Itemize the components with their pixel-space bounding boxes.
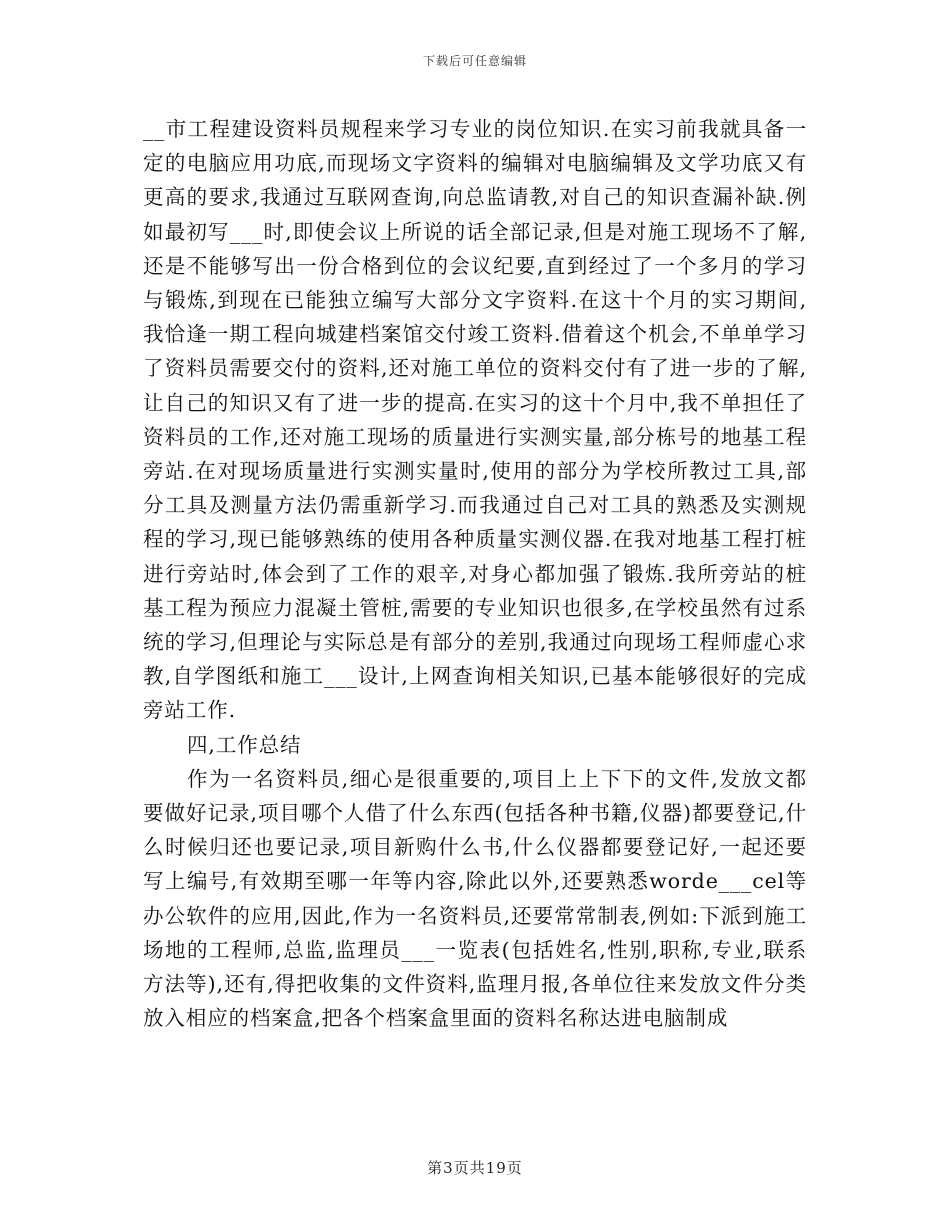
page-header: 下载后可任意编辑 — [422, 54, 527, 68]
section-heading: 四,工作总结 — [187, 732, 302, 757]
paragraph-work-summary: 作为一名资料员,细心是很重要的,项目上上下下的文件,发放文都要做好记录,项目哪个人借了什么东西(包括各种书籍,仪器)都要登记,什么时候归还也要记录,项目新购什么书,什么仪器都要登记好,一起还要写上编号,有效期至哪一年等内容,除此以外,还要熟悉worde___cel等办公软件的应用,因此,作为一名资料员,还要常常制表,例如:下派到施工场地的工程师,总监,监理员___一览表(包括姓名,性别,职称,专业,联系方法等),还有,得把收集的文件资料,监理月报,各单位往来发放文件分类放入相应的档案盒,把各个档案盒里面的资料名称达进电脑制成 — [143, 766, 807, 1031]
paragraph-internship: __市工程建设资料员规程来学习专业的岗位知识.在实习前我就具备一定的电脑应用功底,而现场文字资料的编辑对电脑编辑及文学功底又有更高的要求,我通过互联网查询,向总监请教,对自己的知识查漏补缺.例如最初写___时,即使会议上所说的话全部记录,但是对施工现场不了解,还是不能够写出一份合格到位的会议纪要,直到经过了一个多月的学习与锻炼,到现在已能独立编写大部分文字资料.在这十个月的实习期间,我恰逢一期工程向城建档案馆交付竣工资料.借着这个机会,不单单学习了资料员需要交付的资料,还对施工单位的资料交付有了进一步的了解,让自己的知识又有了进一步的提高.在实习的这十个月中,我不单担任了资料员的工作,还对施工现场的质量进行实测实量,部分栋号的地基工程旁站.在对现场质量进行实测实量时,使用的部分为学校所教过工具,部分工具及测量方法仍需重新学习.而我通过自己对工具的熟悉及实测规程的学习,现已能够熟练的使用各种质量实测仪器.在我对地基工程打桩进行旁站时,体会到了工作的艰辛,对身心都加强了锻炼.我所旁站的桩基工程为预应力混凝土管桩,需要的专业知识也很多,在学校虽然有过系统的学习,但理论与实际总是有部分的差别,我通过向现场工程师虚心求教,自学图纸和施工___设计,上网查询相关知识,已基本能够很好的完成旁站工作. — [143, 117, 807, 723]
document-body — [143, 112, 807, 1035]
page-footer: 第3页共19页 — [427, 1159, 523, 1177]
